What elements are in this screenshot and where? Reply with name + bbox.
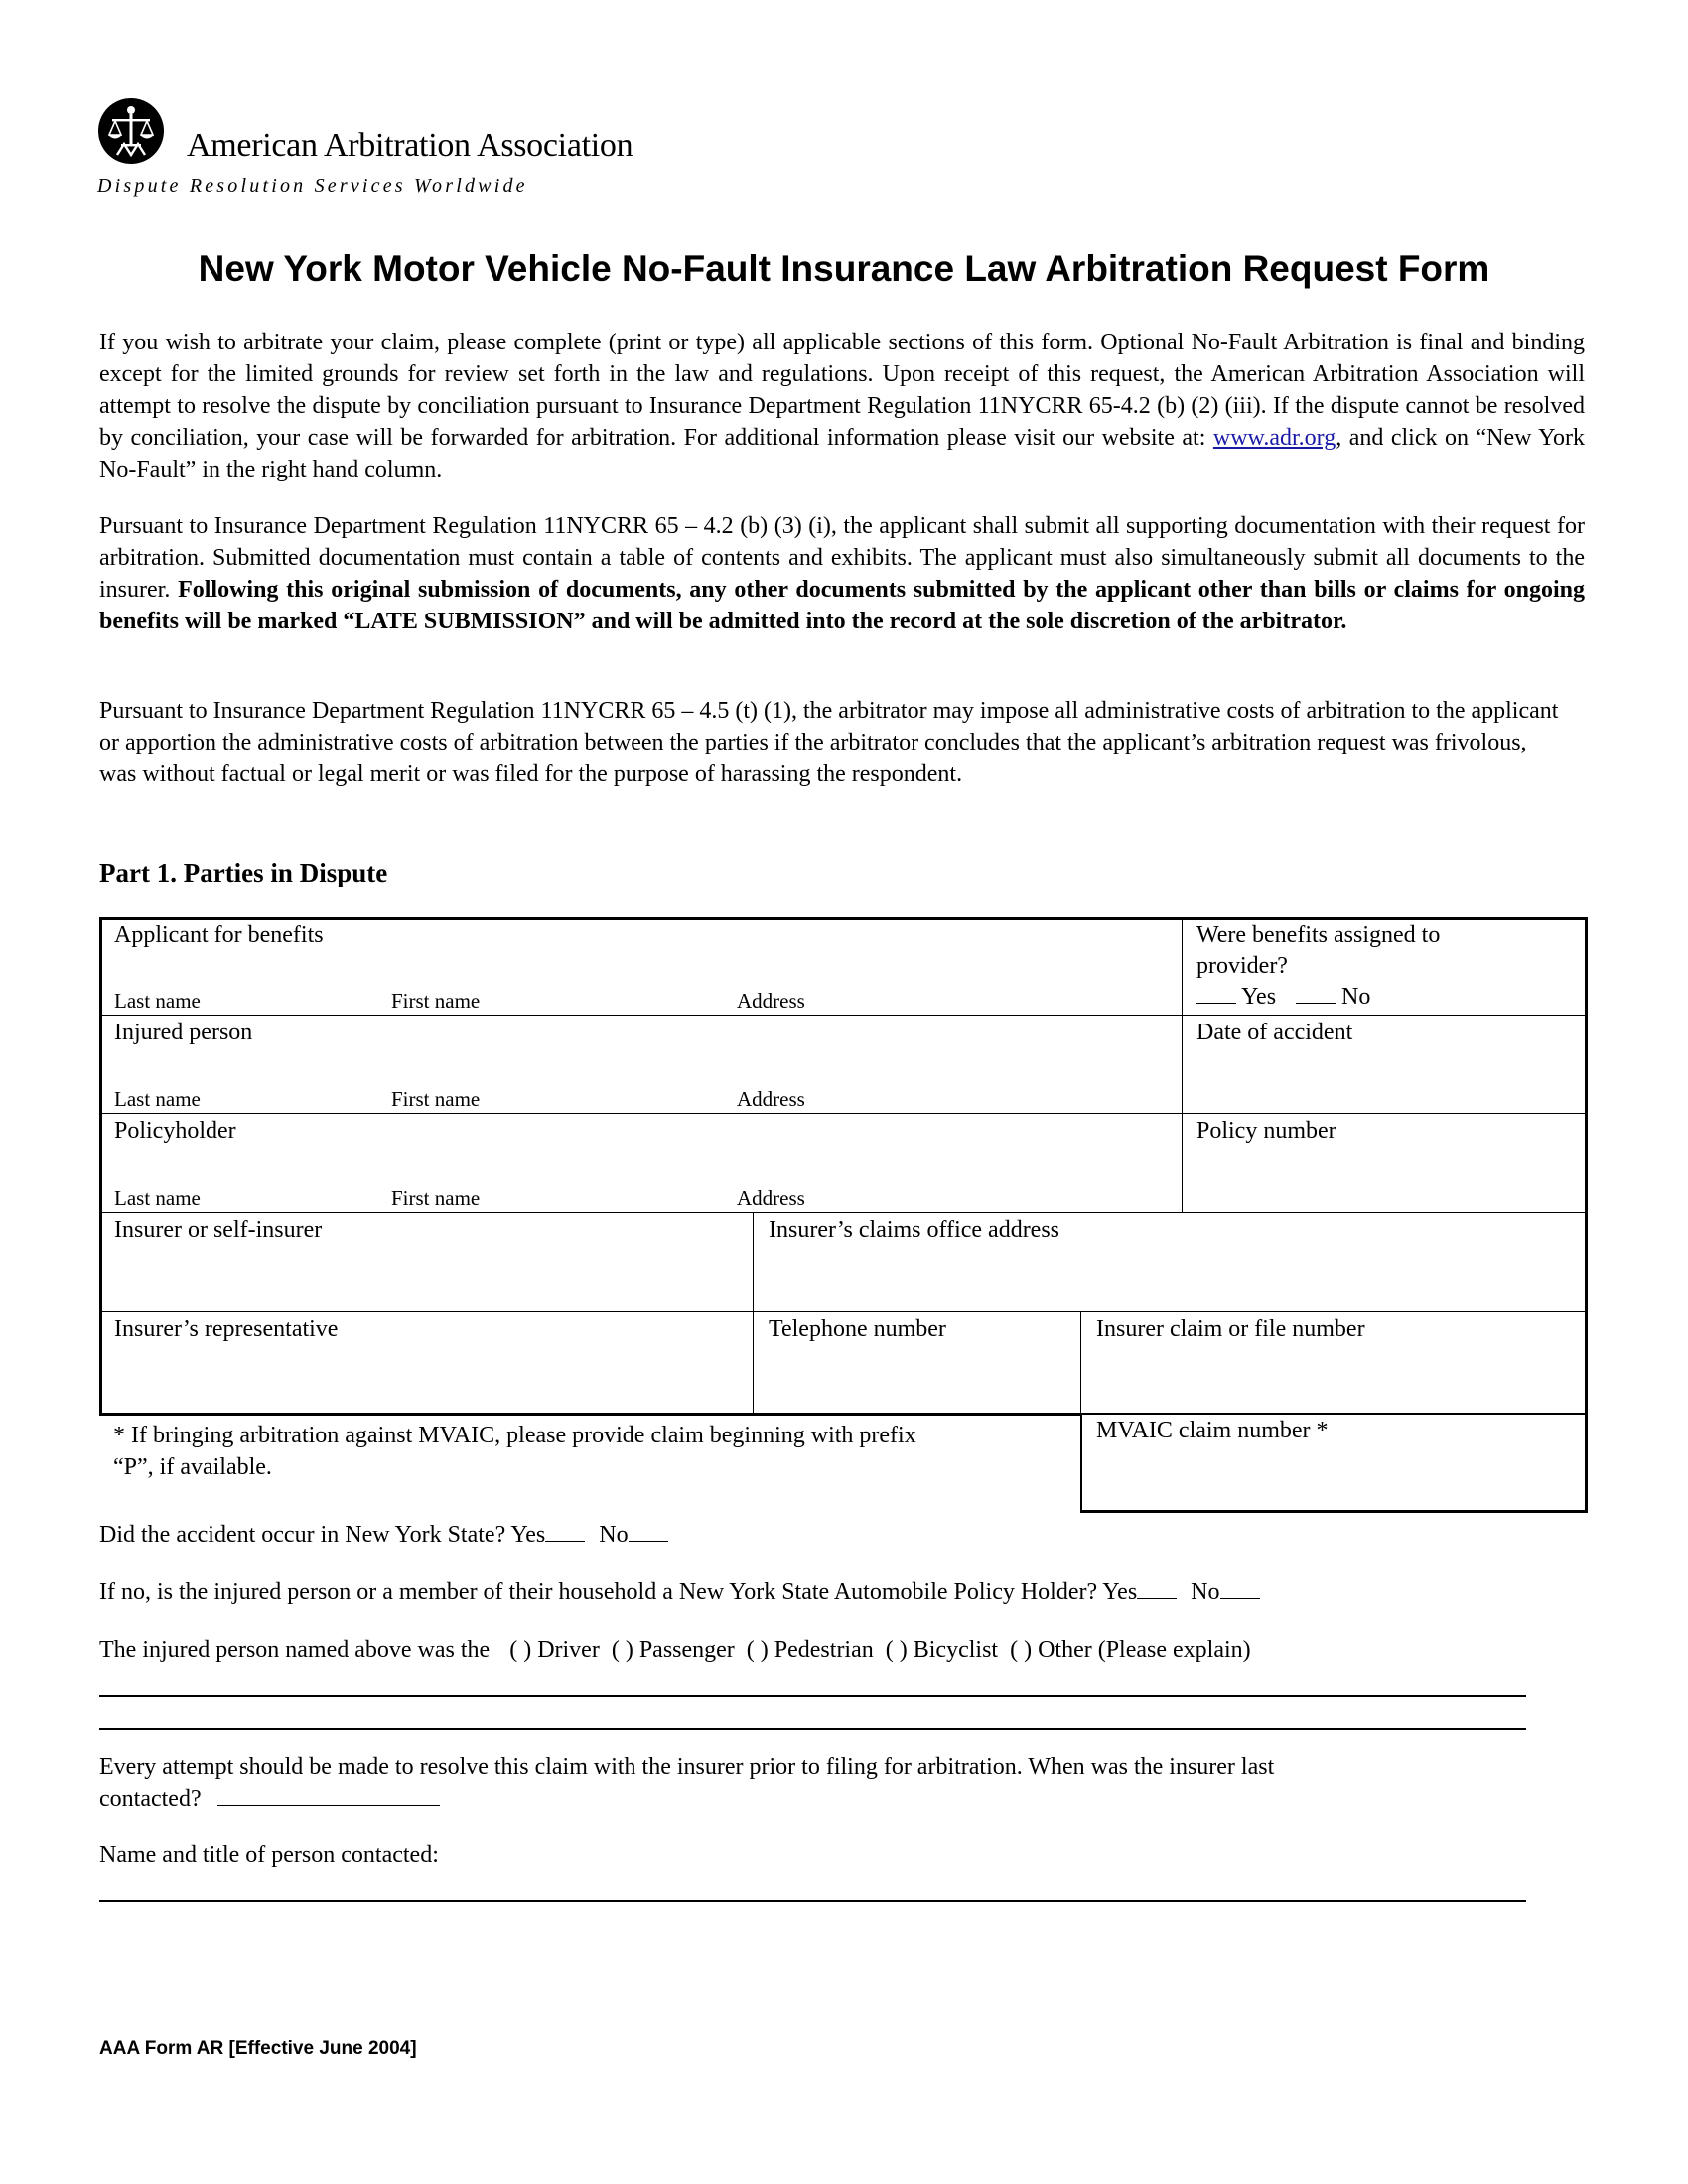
- assigned-no-blank[interactable]: [1296, 981, 1336, 1004]
- injured-role-question: [99, 1634, 1251, 1666]
- ny-state-question-text: Did the accident occur in New York State? Yes: [99, 1522, 546, 1548]
- insurer-address-label: Insurer’s claims office address: [769, 1217, 1060, 1243]
- policyholder-last-name-label: Last name: [114, 1186, 201, 1210]
- form-title: New York Motor Vehicle No-Fault Insurance Law Arbitration Request Form: [198, 248, 1490, 289]
- policy-number-label: Policy number: [1196, 1118, 1336, 1144]
- household-no-label: No: [1191, 1579, 1220, 1605]
- policyholder-address-label: Address: [737, 1186, 805, 1210]
- person-contacted-label: Name and title of person contacted:: [99, 1843, 439, 1868]
- organization-name: American Arbitration Association: [187, 127, 633, 164]
- injured-address-label: Address: [737, 1087, 805, 1111]
- form-footer: AAA Form AR [Effective June 2004]: [99, 2038, 417, 2059]
- injured-last-name-label: Last name: [114, 1087, 201, 1111]
- organization-tagline: Dispute Resolution Services Worldwide: [97, 175, 528, 197]
- policyholder-label: Policyholder: [114, 1118, 236, 1144]
- insurer-representative-label: Insurer’s representative: [114, 1316, 339, 1342]
- benefits-assigned-label-2: provider?: [1196, 953, 1288, 979]
- aaa-logo-icon: [97, 97, 165, 165]
- ny-state-yes-blank[interactable]: [545, 1519, 585, 1542]
- injured-role-question-text: The injured person named above was the: [99, 1637, 491, 1663]
- benefits-assigned-options: [1196, 981, 1370, 1013]
- late-submission-notice: Following this original submission of documents, any other documents submitted by the applicant other than bills or claims for ongoing benefits will be marked “LATE SUBMISSION” and will be admitted into the record at the sole discretion of the arbitrator.: [99, 577, 1585, 634]
- mvaic-claim-cell[interactable]: [1081, 1414, 1586, 1510]
- injured-person-label: Injured person: [114, 1020, 253, 1045]
- insurer-contact-question-2: [99, 1783, 440, 1815]
- intro-paragraph-2: [99, 510, 1585, 637]
- explain-line-1[interactable]: [99, 1695, 1526, 1697]
- assigned-no-label: No: [1341, 984, 1371, 1010]
- assigned-yes-label: Yes: [1241, 984, 1277, 1010]
- insurer-contact-question: Every attempt should be made to resolve this claim with the insurer prior to filing for arbitration. When was the insurer last: [99, 1754, 1275, 1780]
- insurer-label: Insurer or self-insurer: [114, 1217, 323, 1243]
- policyholder-cell[interactable]: [99, 1113, 1182, 1212]
- last-contacted-date-blank[interactable]: [217, 1783, 440, 1806]
- insurer-address-cell[interactable]: [754, 1212, 1586, 1311]
- applicant-first-name-label: First name: [391, 989, 481, 1013]
- insurer-cell[interactable]: [99, 1212, 753, 1311]
- policyholder-first-name-label: First name: [391, 1186, 481, 1210]
- date-of-accident-cell[interactable]: [1183, 1015, 1586, 1113]
- submission-text: Pursuant to Insurance Department Regulation 11NYCRR 65 – 4.2 (b) (3) (i), the applicant shall submit all supporting documentation with their request for arbitration. Submitted documentation must contain a table of contents and exhibits. The applicant must also simultaneously submit all documents to the insurer.: [99, 513, 1585, 603]
- role-option-passenger[interactable]: ( ) Passenger: [611, 1637, 735, 1663]
- insurer-claim-label: Insurer claim or file number: [1096, 1316, 1365, 1342]
- mvaic-note-2: “P”, if available.: [113, 1454, 272, 1480]
- benefits-assigned-label: Were benefits assigned to: [1196, 922, 1441, 948]
- ny-state-no-label: No: [599, 1522, 629, 1548]
- household-question: [99, 1576, 1260, 1608]
- contacted-label: contacted?: [99, 1786, 202, 1812]
- person-contacted-line[interactable]: [99, 1900, 1526, 1902]
- role-option-bicyclist[interactable]: ( ) Bicyclist: [885, 1637, 999, 1663]
- assigned-yes-blank[interactable]: [1196, 981, 1236, 1004]
- telephone-label: Telephone number: [769, 1316, 946, 1342]
- injured-first-name-label: First name: [391, 1087, 481, 1111]
- intro-paragraph-1: [99, 327, 1585, 485]
- insurer-claim-cell[interactable]: [1081, 1311, 1586, 1413]
- benefits-assigned-cell: [1183, 917, 1586, 1015]
- applicant-cell[interactable]: [99, 917, 1182, 1015]
- role-option-other[interactable]: ( ) Other (Please explain): [1010, 1637, 1251, 1663]
- part1-heading: Part 1. Parties in Dispute: [99, 858, 388, 887]
- mvaic-note: * If bringing arbitration against MVAIC, please provide claim beginning with prefix: [113, 1423, 916, 1448]
- intro-text-end: , and click on “New York No-Fault” in the right hand column.: [99, 425, 1585, 482]
- applicant-label: Applicant for benefits: [114, 922, 324, 948]
- role-option-driver[interactable]: ( ) Driver: [509, 1637, 600, 1663]
- intro-text: If you wish to arbitrate your claim, please complete (print or type) all applicable sections of this form. Optional No-Fault Arbitration is final and binding except for the limited grounds for review set forth in the law and regulations. Upon receipt of this request, the American Arbitration Association will attempt to resolve the dispute by conciliation pursuant to Insurance Department Regulation 11NYCRR 65-4.2 (b) (2) (iii). If the dispute cannot be resolved by conciliation, your case will be forwarded for arbitration. For additional information please visit our website at:: [99, 330, 1585, 451]
- role-option-pedestrian[interactable]: ( ) Pedestrian: [746, 1637, 874, 1663]
- ny-state-no-blank[interactable]: [629, 1519, 668, 1542]
- applicant-last-name-label: Last name: [114, 989, 201, 1013]
- intro-paragraph-3: Pursuant to Insurance Department Regulation 11NYCRR 65 – 4.5 (t) (1), the arbitrator may impose all administrative costs of arbitration to the applicant or apportion the administrative costs of arbitration between the parties if the arbitrator concludes that the applicant’s arbitration request was frivolous, was without factual or legal merit or was filed for the purpose of harassing the respondent.: [99, 698, 1559, 787]
- ny-state-question: [99, 1519, 668, 1551]
- household-yes-blank[interactable]: [1137, 1576, 1177, 1599]
- adr-website-link[interactable]: www.adr.org: [1212, 425, 1336, 451]
- mvaic-claim-label: MVAIC claim number *: [1096, 1418, 1329, 1443]
- policy-number-cell[interactable]: [1183, 1113, 1586, 1212]
- household-question-text: If no, is the injured person or a member of their household a New York State Automobile Policy Holder? Yes: [99, 1579, 1138, 1605]
- date-of-accident-label: Date of accident: [1196, 1020, 1353, 1045]
- insurer-representative-cell[interactable]: [99, 1311, 753, 1413]
- household-no-blank[interactable]: [1220, 1576, 1260, 1599]
- explain-line-2[interactable]: [99, 1728, 1526, 1730]
- injured-person-cell[interactable]: [99, 1015, 1182, 1113]
- applicant-address-label: Address: [737, 989, 805, 1013]
- telephone-cell[interactable]: [754, 1311, 1080, 1413]
